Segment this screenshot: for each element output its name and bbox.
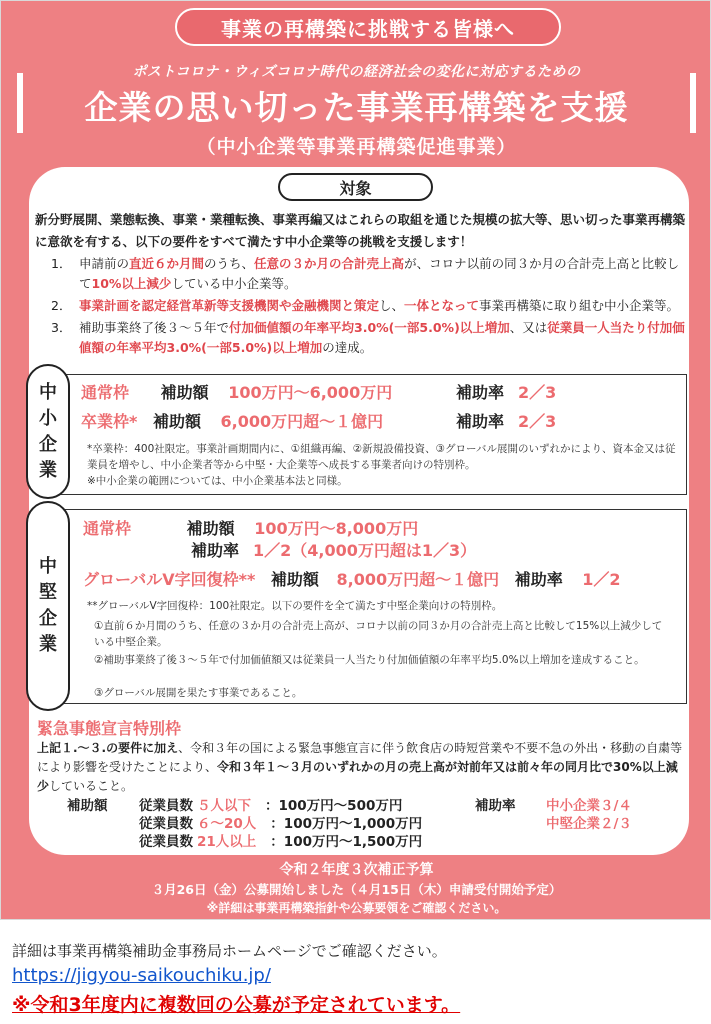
header-pill: 事業の再構築に挑戦する皆様へ — [175, 8, 561, 46]
requirement-3: 3． 補助事業終了後３～５年で付加価値額の年率平均3.0%(一部5.0%)以上増加、又は従業員一人当たり付加価値額の年率平均3.0%(一部5.0%)以上増加の達成。 — [51, 320, 685, 355]
page-subtitle: （中小企業等事業再構築促進事業） — [196, 136, 517, 158]
target-label: 対象 — [278, 173, 433, 201]
sme-row-normal-rate: 補助率 2／3 — [456, 383, 557, 402]
budget-schedule: ３月26日（金）公募開始しました（４月15日（木）申請受付開始予定） — [151, 882, 562, 897]
sme-row-normal: 通常枠 補助額 100万円～6,000万円 — [81, 383, 393, 402]
footer-warning: ※令和3年度内に複数回の公募が予定されています。 — [12, 994, 461, 1016]
sme-side-label: 中 小 企 業 — [26, 364, 70, 499]
emergency-row-2: 従業員数 ６～20人 ：100万円～1,000万円 — [139, 816, 423, 832]
sme-note-graduation: *卒業枠：400社限定。事業計画期間内に、①組織再編、②新規設備投資、③グローバル展開のいずれかにより、資本金又は従業員を増やし、中小企業者等から中堅・大企業等へ成長する事業者向けの特別枠。 — [87, 443, 676, 471]
emergency-title: 緊急事態宣言特別枠 — [37, 719, 182, 738]
mid-condition-3: ③グローバル展開を果たす事業であること。 — [94, 687, 303, 699]
emergency-row-3: 従業員数 21人以上 ：100万円～1,500万円 — [139, 834, 423, 850]
mid-row-global: グローバルV字回復枠** 補助額 8,000万円超～１億円 補助率 1／2 — [83, 570, 621, 589]
emergency-text: 上記１.～３.の要件に加え、令和３年の国による緊急事態宣言に伴う飲食店の時短営業や不要不急の外出・移動の自粛等により影響を受けたことにより、令和３年１～３月のいずれかの月の売上高が対前年又は前々年の同月比で30%以上減少していること。 — [37, 741, 683, 793]
emergency-rate-label: 補助率 — [475, 798, 516, 814]
sme-row-graduation-rate: 補助率 2／3 — [456, 412, 557, 431]
footer-text: 詳細は事業再構築補助金事務局ホームページでご確認ください。 — [12, 942, 447, 960]
emergency-rate-mid: 中堅企業２/３ — [546, 816, 632, 832]
budget-note: ※詳細は事業再構築指針や公募要領をご確認ください。 — [206, 901, 507, 915]
site-link[interactable]: https://jigyou-saikouchiku.jp/ — [12, 965, 271, 986]
sme-note-range: ※中小企業の範囲については、中小企業基本法と同様。 — [87, 475, 348, 487]
mid-condition-2: ②補助事業終了後３～５年で付加価値額又は従業員一人当たり付加価値額の年率平均5.0%以上増加を達成すること。 — [94, 654, 645, 666]
requirement-2: 2． 事業計画を認定経営革新等支援機関や金融機関と策定し、一体となって事業再構築に取り組む中小企業等。 — [51, 298, 680, 313]
target-intro: 新分野展開、業態転換、事業・業種転換、事業再編又はこれらの取組を通じた規模の拡大等、思い切った事業再構築に意欲を有する、以下の要件をすべて満たす中小企業等の挑戦を支援します！ — [35, 212, 686, 249]
mid-condition-1: ①直前６か月間のうち、任意の３か月の合計売上高が、コロナ以前の同３か月の合計売上高と比較して15%以上減少している中堅企業。 — [94, 620, 663, 648]
emergency-row-1: 従業員数 ５人以下 ：100万円～500万円 — [139, 798, 403, 814]
emergency-amount-label: 補助額 — [67, 798, 108, 814]
mid-row-normal: 通常枠 補助額 100万円～8,000万円 — [83, 519, 419, 538]
budget-title: 令和２年度３次補正予算 — [279, 862, 434, 878]
page-title: 企業の思い切った事業再構築を支援 — [84, 88, 629, 127]
requirements-list — [51, 254, 691, 360]
mid-note-global: **グローバルV字回復枠：100社限定。以下の要件を全て満たす中堅企業向けの特別枠。 — [87, 600, 503, 612]
emergency-rate-sme: 中小企業３/４ — [546, 798, 632, 814]
requirement-1: 1． 申請前の直近６か月間のうち、任意の３か月の合計売上高が、コロナ以前の同３か月の合計売上高と比較して10%以上減少している中小企業等。 — [51, 256, 680, 291]
mid-side-label: 中 堅 企 業 — [26, 501, 70, 711]
header-subheading: ポストコロナ・ウィズコロナ時代の経済社会の変化に対応するための — [132, 64, 581, 80]
mid-row-normal-rate: 補助率 1／2（4,000万円超は1／3） — [191, 541, 477, 560]
sme-row-graduation: 卒業枠* 補助額 6,000万円超～１億円 — [81, 412, 384, 431]
